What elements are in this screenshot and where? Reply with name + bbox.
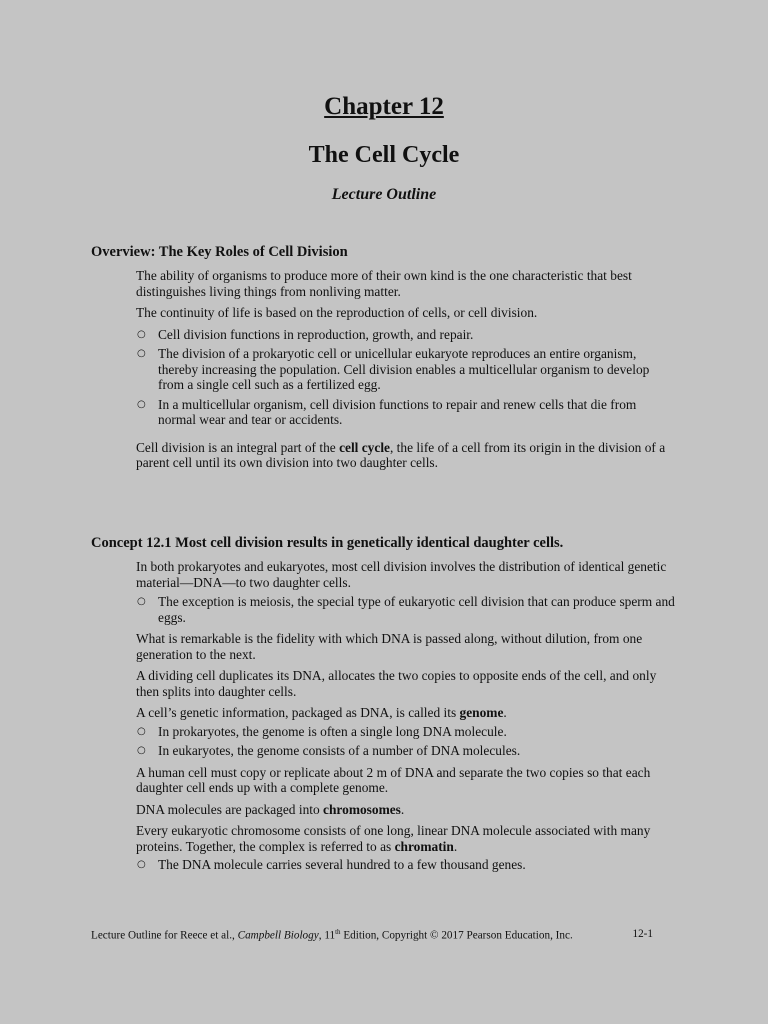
- list-item: ○ In eukaryotes, the genome consists of a number of DNA molecules.: [137, 743, 521, 758]
- paragraph: A human cell must copy or replicate about 2 m of DNA and separate the two copies so that each daughter cell ends up with a complete genome.: [136, 764, 651, 795]
- concept-section: [136, 559, 676, 879]
- footer-citation: Lecture Outline for Reece et al., Campbell Biology, 11th Edition, Copyright © 2017 Pearson Education, Inc.: [91, 928, 573, 942]
- paragraph: What is remarkable is the fidelity with which DNA is passed along, without dilution, from one generation to the next.: [136, 631, 643, 662]
- bullet-list: [136, 724, 676, 759]
- circle-bullet-icon: ○: [137, 596, 146, 607]
- chapter-title: The Cell Cycle: [308, 142, 460, 168]
- bullet-list: [136, 857, 676, 873]
- key-term: chromatin: [394, 838, 454, 854]
- chapter-number: Chapter 12: [324, 93, 444, 120]
- circle-bullet-icon: ○: [137, 745, 146, 756]
- page-footer: [91, 928, 653, 942]
- list-item: ○ The exception is meiosis, the special type of eukaryotic cell division that can produce sperm and eggs.: [137, 594, 675, 625]
- bullet-list: [136, 327, 676, 428]
- list-item: ○ The DNA molecule carries several hundred to a few thousand genes.: [137, 857, 526, 872]
- paragraph: In both prokaryotes and eukaryotes, most cell division involves the distribution of identical genetic material—DNA—to two daughter cells.: [136, 559, 667, 590]
- circle-bullet-icon: ○: [137, 328, 146, 340]
- overview-heading: Overview: The Key Roles of Cell Division: [91, 244, 348, 260]
- document-subtitle: Lecture Outline: [331, 186, 437, 203]
- circle-bullet-icon: ○: [137, 398, 146, 410]
- concept-heading: Concept 12.1 Most cell division results in genetically identical daughter cells.: [91, 535, 564, 551]
- key-term: genome: [459, 705, 504, 720]
- paragraph: DNA molecules are packaged into chromosomes.: [136, 801, 405, 817]
- paragraph: The continuity of life is based on the reproduction of cells, or cell division.: [136, 305, 538, 320]
- paragraph: Cell division is an integral part of the cell cycle, the life of a cell from its origin in the division of a parent cell until its own division into two daughter cells.: [136, 439, 666, 470]
- circle-bullet-icon: ○: [137, 859, 146, 870]
- list-item: ○ In a multicellular organism, cell division functions to repair and renew cells that die from normal wear and tear or accidents.: [137, 396, 637, 427]
- circle-bullet-icon: ○: [137, 348, 146, 359]
- key-term: chromosomes: [323, 801, 401, 817]
- page-number: 12-1: [632, 928, 653, 940]
- list-item: ○ The division of a prokaryotic cell or unicellular eukaryote reproduces an entire organism, thereby increasing the population. Cell division enables a multicellular organism to develop from a single cell such as a fertilized egg.: [137, 346, 650, 392]
- paragraph: Every eukaryotic chromosome consists of one long, linear DNA molecule associated with many proteins. Together, the complex is referred to as chromatin.: [136, 823, 651, 854]
- bullet-list: [136, 594, 676, 625]
- paragraph: A dividing cell duplicates its DNA, allocates the two copies to opposite ends of the cell, and only then splits into daughter cells.: [136, 668, 657, 699]
- circle-bullet-icon: ○: [137, 725, 146, 737]
- list-item: ○ In prokaryotes, the genome is often a single long DNA molecule.: [137, 723, 507, 739]
- paragraph: A cell’s genetic information, packaged as DNA, is called its genome.: [136, 705, 507, 720]
- key-term: cell cycle: [339, 439, 390, 455]
- overview-section: [136, 268, 676, 477]
- list-item: ○ Cell division functions in reproduction, growth, and repair.: [137, 326, 474, 342]
- paragraph: The ability of organisms to produce more of their own kind is the one characteristic that best distinguishes living things from nonliving matter.: [136, 268, 632, 299]
